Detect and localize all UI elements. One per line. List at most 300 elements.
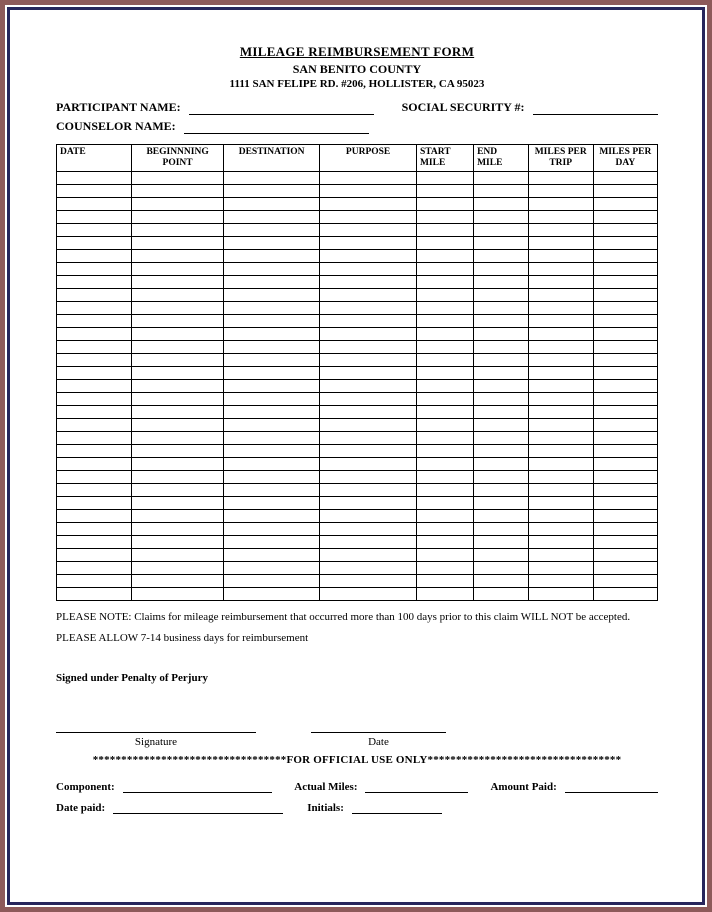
empty-cell[interactable] bbox=[528, 237, 593, 250]
empty-cell[interactable] bbox=[474, 354, 529, 367]
table-row bbox=[57, 588, 658, 601]
empty-cell[interactable] bbox=[224, 575, 320, 588]
social-security-label: SOCIAL SECURITY #: bbox=[401, 100, 525, 114]
empty-cell[interactable] bbox=[528, 289, 593, 302]
empty-cell[interactable] bbox=[320, 445, 417, 458]
counselor-name-label: COUNSELOR NAME: bbox=[56, 119, 176, 133]
empty-cell[interactable] bbox=[593, 354, 657, 367]
empty-cell[interactable] bbox=[57, 510, 132, 523]
official-row-2 bbox=[56, 801, 658, 814]
empty-cell[interactable] bbox=[528, 497, 593, 510]
empty-cell[interactable] bbox=[57, 237, 132, 250]
empty-cell[interactable] bbox=[320, 510, 417, 523]
empty-cell[interactable] bbox=[57, 458, 132, 471]
empty-cell[interactable] bbox=[224, 471, 320, 484]
empty-cell[interactable] bbox=[474, 263, 529, 276]
empty-cell[interactable] bbox=[528, 523, 593, 536]
empty-cell[interactable] bbox=[474, 250, 529, 263]
empty-cell[interactable] bbox=[132, 445, 224, 458]
empty-cell[interactable] bbox=[57, 588, 132, 601]
empty-cell[interactable] bbox=[132, 406, 224, 419]
empty-cell[interactable] bbox=[416, 354, 473, 367]
empty-cell[interactable] bbox=[224, 380, 320, 393]
empty-cell[interactable] bbox=[416, 276, 473, 289]
empty-cell[interactable] bbox=[132, 367, 224, 380]
table-row bbox=[57, 289, 658, 302]
column-header: DATE bbox=[57, 145, 132, 172]
empty-cell[interactable] bbox=[528, 263, 593, 276]
empty-cell[interactable] bbox=[224, 510, 320, 523]
empty-cell[interactable] bbox=[593, 393, 657, 406]
table-row bbox=[57, 185, 658, 198]
table-row bbox=[57, 315, 658, 328]
empty-cell[interactable] bbox=[593, 549, 657, 562]
empty-cell[interactable] bbox=[224, 484, 320, 497]
empty-cell[interactable] bbox=[224, 172, 320, 185]
empty-cell[interactable] bbox=[320, 289, 417, 302]
empty-cell[interactable] bbox=[528, 276, 593, 289]
empty-cell[interactable] bbox=[474, 445, 529, 458]
empty-cell[interactable] bbox=[474, 484, 529, 497]
empty-cell[interactable] bbox=[593, 237, 657, 250]
empty-cell[interactable] bbox=[416, 575, 473, 588]
empty-cell[interactable] bbox=[528, 458, 593, 471]
table-row bbox=[57, 198, 658, 211]
empty-cell[interactable] bbox=[416, 510, 473, 523]
empty-cell[interactable] bbox=[528, 419, 593, 432]
empty-cell[interactable] bbox=[132, 510, 224, 523]
empty-cell[interactable] bbox=[132, 224, 224, 237]
empty-cell[interactable] bbox=[416, 536, 473, 549]
empty-cell[interactable] bbox=[474, 302, 529, 315]
empty-cell[interactable] bbox=[528, 328, 593, 341]
empty-cell[interactable] bbox=[528, 224, 593, 237]
empty-cell[interactable] bbox=[528, 588, 593, 601]
empty-cell[interactable] bbox=[57, 198, 132, 211]
empty-cell[interactable] bbox=[474, 380, 529, 393]
empty-cell[interactable] bbox=[132, 211, 224, 224]
empty-cell[interactable] bbox=[320, 432, 417, 445]
empty-cell[interactable] bbox=[474, 341, 529, 354]
empty-cell[interactable] bbox=[320, 185, 417, 198]
empty-cell[interactable] bbox=[528, 380, 593, 393]
empty-cell[interactable] bbox=[474, 523, 529, 536]
empty-cell[interactable] bbox=[224, 393, 320, 406]
empty-cell[interactable] bbox=[593, 510, 657, 523]
empty-cell[interactable] bbox=[528, 471, 593, 484]
empty-cell[interactable] bbox=[528, 341, 593, 354]
empty-cell[interactable] bbox=[57, 484, 132, 497]
empty-cell[interactable] bbox=[224, 289, 320, 302]
empty-cell[interactable] bbox=[593, 328, 657, 341]
empty-cell[interactable] bbox=[474, 224, 529, 237]
empty-cell[interactable] bbox=[132, 328, 224, 341]
component-field[interactable] bbox=[123, 780, 272, 793]
empty-cell[interactable] bbox=[593, 341, 657, 354]
empty-cell[interactable] bbox=[528, 549, 593, 562]
empty-cell[interactable] bbox=[57, 432, 132, 445]
empty-cell[interactable] bbox=[593, 536, 657, 549]
empty-cell[interactable] bbox=[320, 497, 417, 510]
empty-cell[interactable] bbox=[224, 224, 320, 237]
empty-cell[interactable] bbox=[593, 211, 657, 224]
empty-cell[interactable] bbox=[593, 224, 657, 237]
empty-cell[interactable] bbox=[224, 562, 320, 575]
empty-cell[interactable] bbox=[320, 276, 417, 289]
empty-cell[interactable] bbox=[474, 510, 529, 523]
empty-cell[interactable] bbox=[224, 419, 320, 432]
empty-cell[interactable] bbox=[416, 302, 473, 315]
empty-cell[interactable] bbox=[57, 250, 132, 263]
empty-cell[interactable] bbox=[132, 393, 224, 406]
empty-cell[interactable] bbox=[224, 185, 320, 198]
empty-cell[interactable] bbox=[132, 471, 224, 484]
empty-cell[interactable] bbox=[132, 458, 224, 471]
empty-cell[interactable] bbox=[593, 458, 657, 471]
empty-cell[interactable] bbox=[57, 263, 132, 276]
empty-cell[interactable] bbox=[320, 198, 417, 211]
empty-cell[interactable] bbox=[224, 458, 320, 471]
empty-cell[interactable] bbox=[132, 172, 224, 185]
empty-cell[interactable] bbox=[528, 367, 593, 380]
empty-cell[interactable] bbox=[528, 302, 593, 315]
empty-cell[interactable] bbox=[57, 302, 132, 315]
empty-cell[interactable] bbox=[57, 172, 132, 185]
empty-cell[interactable] bbox=[593, 315, 657, 328]
empty-cell[interactable] bbox=[474, 471, 529, 484]
empty-cell[interactable] bbox=[593, 302, 657, 315]
empty-cell[interactable] bbox=[474, 198, 529, 211]
empty-cell[interactable] bbox=[132, 536, 224, 549]
signature-lines bbox=[56, 720, 658, 733]
empty-cell[interactable] bbox=[132, 380, 224, 393]
empty-cell[interactable] bbox=[132, 250, 224, 263]
empty-cell[interactable] bbox=[474, 432, 529, 445]
empty-cell[interactable] bbox=[593, 367, 657, 380]
empty-cell[interactable] bbox=[474, 185, 529, 198]
empty-cell[interactable] bbox=[57, 380, 132, 393]
empty-cell[interactable] bbox=[474, 497, 529, 510]
empty-cell[interactable] bbox=[593, 289, 657, 302]
empty-cell[interactable] bbox=[593, 198, 657, 211]
table-row bbox=[57, 549, 658, 562]
empty-cell[interactable] bbox=[224, 588, 320, 601]
empty-cell[interactable] bbox=[224, 250, 320, 263]
empty-cell[interactable] bbox=[474, 289, 529, 302]
empty-cell[interactable] bbox=[474, 276, 529, 289]
empty-cell[interactable] bbox=[593, 250, 657, 263]
empty-cell[interactable] bbox=[320, 367, 417, 380]
table-row bbox=[57, 432, 658, 445]
empty-cell[interactable] bbox=[132, 497, 224, 510]
empty-cell[interactable] bbox=[320, 341, 417, 354]
empty-cell[interactable] bbox=[224, 523, 320, 536]
empty-cell[interactable] bbox=[132, 185, 224, 198]
empty-cell[interactable] bbox=[593, 276, 657, 289]
empty-cell[interactable] bbox=[224, 497, 320, 510]
empty-cell[interactable] bbox=[416, 341, 473, 354]
empty-cell[interactable] bbox=[416, 562, 473, 575]
empty-cell[interactable] bbox=[416, 458, 473, 471]
empty-cell[interactable] bbox=[132, 198, 224, 211]
empty-cell[interactable] bbox=[132, 484, 224, 497]
empty-cell[interactable] bbox=[224, 302, 320, 315]
table-row bbox=[57, 562, 658, 575]
date-paid-field[interactable] bbox=[113, 801, 283, 814]
empty-cell[interactable] bbox=[474, 172, 529, 185]
empty-cell[interactable] bbox=[593, 419, 657, 432]
empty-cell[interactable] bbox=[593, 523, 657, 536]
empty-cell[interactable] bbox=[132, 315, 224, 328]
empty-cell[interactable] bbox=[320, 250, 417, 263]
empty-cell[interactable] bbox=[416, 250, 473, 263]
empty-cell[interactable] bbox=[320, 419, 417, 432]
empty-cell[interactable] bbox=[224, 341, 320, 354]
empty-cell[interactable] bbox=[224, 198, 320, 211]
empty-cell[interactable] bbox=[320, 302, 417, 315]
empty-cell[interactable] bbox=[224, 328, 320, 341]
empty-cell[interactable] bbox=[57, 549, 132, 562]
empty-cell[interactable] bbox=[320, 237, 417, 250]
empty-cell[interactable] bbox=[57, 354, 132, 367]
empty-cell[interactable] bbox=[416, 549, 473, 562]
empty-cell[interactable] bbox=[416, 588, 473, 601]
empty-cell[interactable] bbox=[416, 445, 473, 458]
empty-cell[interactable] bbox=[528, 432, 593, 445]
empty-cell[interactable] bbox=[132, 575, 224, 588]
empty-cell[interactable] bbox=[132, 562, 224, 575]
empty-cell[interactable] bbox=[320, 263, 417, 276]
empty-cell[interactable] bbox=[528, 445, 593, 458]
signature-date-field[interactable] bbox=[311, 720, 446, 733]
signature-labels bbox=[56, 736, 658, 748]
empty-cell[interactable] bbox=[57, 289, 132, 302]
empty-cell[interactable] bbox=[528, 484, 593, 497]
empty-cell[interactable] bbox=[528, 250, 593, 263]
empty-cell[interactable] bbox=[416, 419, 473, 432]
empty-cell[interactable] bbox=[224, 211, 320, 224]
empty-cell[interactable] bbox=[224, 354, 320, 367]
empty-cell[interactable] bbox=[474, 315, 529, 328]
empty-cell[interactable] bbox=[132, 523, 224, 536]
empty-cell[interactable] bbox=[528, 562, 593, 575]
column-header: START MILE bbox=[416, 145, 473, 172]
empty-cell[interactable] bbox=[416, 211, 473, 224]
empty-cell[interactable] bbox=[474, 237, 529, 250]
table-row bbox=[57, 406, 658, 419]
empty-cell[interactable] bbox=[416, 471, 473, 484]
empty-cell[interactable] bbox=[320, 380, 417, 393]
empty-cell[interactable] bbox=[224, 549, 320, 562]
empty-cell[interactable] bbox=[57, 471, 132, 484]
empty-cell[interactable] bbox=[474, 419, 529, 432]
empty-cell[interactable] bbox=[57, 276, 132, 289]
empty-cell[interactable] bbox=[224, 367, 320, 380]
empty-cell[interactable] bbox=[528, 354, 593, 367]
empty-cell[interactable] bbox=[320, 471, 417, 484]
table-row bbox=[57, 354, 658, 367]
empty-cell[interactable] bbox=[57, 367, 132, 380]
empty-cell[interactable] bbox=[416, 367, 473, 380]
empty-cell[interactable] bbox=[593, 406, 657, 419]
empty-cell[interactable] bbox=[474, 211, 529, 224]
empty-cell[interactable] bbox=[132, 354, 224, 367]
empty-cell[interactable] bbox=[320, 458, 417, 471]
empty-cell[interactable] bbox=[224, 406, 320, 419]
empty-cell[interactable] bbox=[320, 484, 417, 497]
empty-cell[interactable] bbox=[132, 588, 224, 601]
empty-cell[interactable] bbox=[416, 393, 473, 406]
empty-cell[interactable] bbox=[320, 315, 417, 328]
empty-cell[interactable] bbox=[320, 211, 417, 224]
empty-cell[interactable] bbox=[57, 341, 132, 354]
empty-cell[interactable] bbox=[416, 172, 473, 185]
empty-cell[interactable] bbox=[474, 406, 529, 419]
empty-cell[interactable] bbox=[593, 471, 657, 484]
empty-cell[interactable] bbox=[474, 575, 529, 588]
empty-cell[interactable] bbox=[474, 562, 529, 575]
actual-miles-field[interactable] bbox=[365, 780, 468, 793]
empty-cell[interactable] bbox=[416, 380, 473, 393]
empty-cell[interactable] bbox=[593, 172, 657, 185]
empty-cell[interactable] bbox=[320, 549, 417, 562]
empty-cell[interactable] bbox=[57, 523, 132, 536]
empty-cell[interactable] bbox=[57, 224, 132, 237]
table-row bbox=[57, 419, 658, 432]
table-row bbox=[57, 380, 658, 393]
empty-cell[interactable] bbox=[132, 289, 224, 302]
counselor-name-field[interactable] bbox=[184, 121, 369, 134]
table-row bbox=[57, 471, 658, 484]
empty-cell[interactable] bbox=[320, 354, 417, 367]
empty-cell[interactable] bbox=[416, 432, 473, 445]
empty-cell[interactable] bbox=[57, 419, 132, 432]
table-row bbox=[57, 276, 658, 289]
empty-cell[interactable] bbox=[132, 341, 224, 354]
empty-cell[interactable] bbox=[320, 588, 417, 601]
empty-cell[interactable] bbox=[132, 263, 224, 276]
empty-cell[interactable] bbox=[224, 263, 320, 276]
empty-cell[interactable] bbox=[528, 211, 593, 224]
empty-cell[interactable] bbox=[528, 172, 593, 185]
empty-cell[interactable] bbox=[528, 315, 593, 328]
empty-cell[interactable] bbox=[593, 185, 657, 198]
empty-cell[interactable] bbox=[474, 393, 529, 406]
empty-cell[interactable] bbox=[132, 419, 224, 432]
empty-cell[interactable] bbox=[474, 549, 529, 562]
empty-cell[interactable] bbox=[320, 562, 417, 575]
amount-paid-field[interactable] bbox=[565, 780, 658, 793]
empty-cell[interactable] bbox=[474, 328, 529, 341]
empty-cell[interactable] bbox=[593, 575, 657, 588]
empty-cell[interactable] bbox=[57, 562, 132, 575]
empty-cell[interactable] bbox=[224, 276, 320, 289]
empty-cell[interactable] bbox=[416, 224, 473, 237]
empty-cell[interactable] bbox=[57, 536, 132, 549]
empty-cell[interactable] bbox=[528, 185, 593, 198]
empty-cell[interactable] bbox=[320, 523, 417, 536]
initials-field[interactable] bbox=[352, 801, 442, 814]
signature-field[interactable] bbox=[56, 720, 256, 733]
participant-name-field[interactable] bbox=[189, 102, 374, 115]
empty-cell[interactable] bbox=[593, 497, 657, 510]
table-row bbox=[57, 224, 658, 237]
empty-cell[interactable] bbox=[320, 224, 417, 237]
empty-cell[interactable] bbox=[474, 367, 529, 380]
empty-cell[interactable] bbox=[528, 510, 593, 523]
empty-cell[interactable] bbox=[416, 185, 473, 198]
empty-cell[interactable] bbox=[132, 302, 224, 315]
empty-cell[interactable] bbox=[224, 536, 320, 549]
empty-cell[interactable] bbox=[320, 328, 417, 341]
empty-cell[interactable] bbox=[57, 406, 132, 419]
empty-cell[interactable] bbox=[132, 237, 224, 250]
empty-cell[interactable] bbox=[416, 289, 473, 302]
empty-cell[interactable] bbox=[474, 458, 529, 471]
empty-cell[interactable] bbox=[57, 393, 132, 406]
empty-cell[interactable] bbox=[593, 432, 657, 445]
empty-cell[interactable] bbox=[528, 575, 593, 588]
empty-cell[interactable] bbox=[416, 406, 473, 419]
empty-cell[interactable] bbox=[416, 198, 473, 211]
empty-cell[interactable] bbox=[416, 263, 473, 276]
empty-cell[interactable] bbox=[57, 185, 132, 198]
empty-cell[interactable] bbox=[593, 380, 657, 393]
empty-cell[interactable] bbox=[224, 237, 320, 250]
empty-cell[interactable] bbox=[320, 393, 417, 406]
empty-cell[interactable] bbox=[474, 588, 529, 601]
empty-cell[interactable] bbox=[474, 536, 529, 549]
empty-cell[interactable] bbox=[416, 237, 473, 250]
empty-cell[interactable] bbox=[320, 575, 417, 588]
social-security-field[interactable] bbox=[533, 102, 658, 115]
empty-cell[interactable] bbox=[528, 406, 593, 419]
empty-cell[interactable] bbox=[528, 393, 593, 406]
empty-cell[interactable] bbox=[57, 497, 132, 510]
empty-cell[interactable] bbox=[57, 211, 132, 224]
empty-cell[interactable] bbox=[224, 432, 320, 445]
empty-cell[interactable] bbox=[132, 432, 224, 445]
empty-cell[interactable] bbox=[320, 406, 417, 419]
empty-cell[interactable] bbox=[57, 315, 132, 328]
table-row bbox=[57, 237, 658, 250]
empty-cell[interactable] bbox=[224, 445, 320, 458]
empty-cell[interactable] bbox=[416, 497, 473, 510]
empty-cell[interactable] bbox=[593, 588, 657, 601]
column-header: PURPOSE bbox=[320, 145, 417, 172]
empty-cell[interactable] bbox=[320, 536, 417, 549]
empty-cell[interactable] bbox=[320, 172, 417, 185]
empty-cell[interactable] bbox=[57, 328, 132, 341]
empty-cell[interactable] bbox=[57, 445, 132, 458]
empty-cell[interactable] bbox=[593, 445, 657, 458]
participant-name-label: PARTICIPANT NAME: bbox=[56, 100, 181, 114]
empty-cell[interactable] bbox=[593, 484, 657, 497]
empty-cell[interactable] bbox=[528, 536, 593, 549]
empty-cell[interactable] bbox=[593, 562, 657, 575]
empty-cell[interactable] bbox=[528, 198, 593, 211]
empty-cell[interactable] bbox=[224, 315, 320, 328]
empty-cell[interactable] bbox=[57, 575, 132, 588]
date-paid-label: Date paid: bbox=[56, 802, 106, 814]
empty-cell[interactable] bbox=[593, 263, 657, 276]
empty-cell[interactable] bbox=[416, 484, 473, 497]
empty-cell[interactable] bbox=[132, 549, 224, 562]
empty-cell[interactable] bbox=[132, 276, 224, 289]
empty-cell[interactable] bbox=[416, 328, 473, 341]
empty-cell[interactable] bbox=[416, 315, 473, 328]
empty-cell[interactable] bbox=[416, 523, 473, 536]
